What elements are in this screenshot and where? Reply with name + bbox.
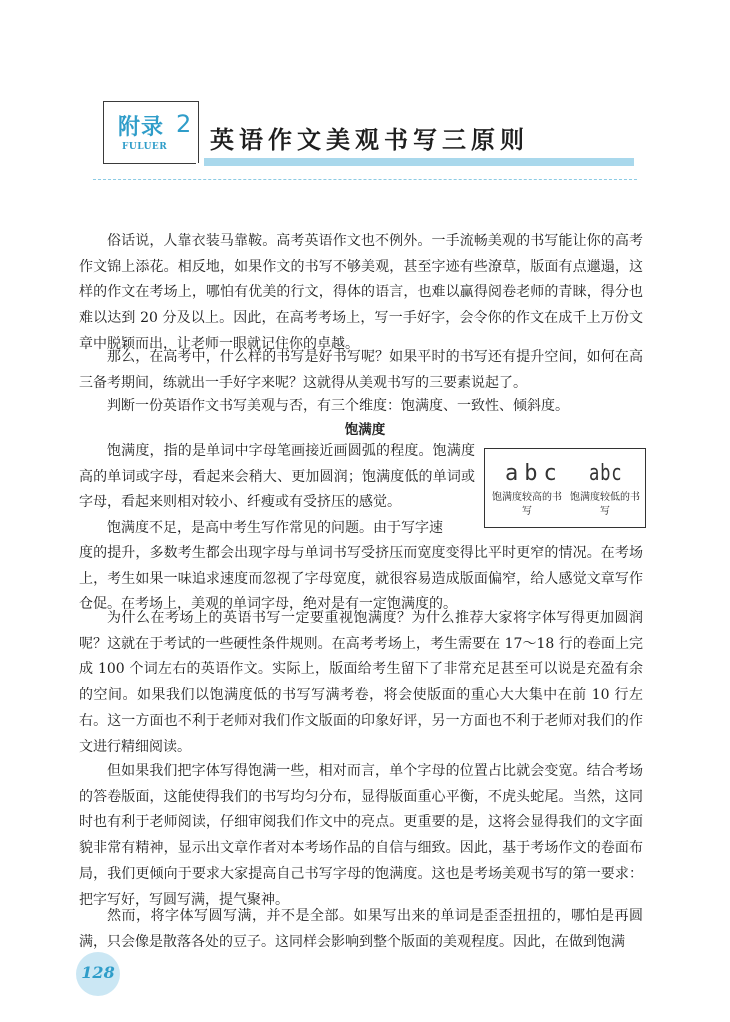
caption-high-fullness: 饱满度较高的书写	[492, 492, 562, 517]
appendix-label: 附录	[118, 115, 165, 140]
paragraph-problem-first-line: 饱满度不足，是高中考生写作常见的问题。由于写字速	[107, 520, 443, 536]
title-underline-bar	[204, 158, 634, 166]
fullness-figure	[484, 448, 646, 528]
paragraph-intro: 俗话说，人靠衣装马靠鞍。高考英语作文也不例外。一手流畅美观的书写能让你的高考作文锦上添花。相反地，如果作文的书写不够美观，甚至字迹有些潦草，版面有点邋遢，这样的作文在考场上，哪怕有优美的行文，得体的语言，也难以赢得阅卷老师的青睐，得分也难以达到 20 分及以上。因此，在高考考场上，写一手好字，会令你的作文在成千上万份文章中脱颖而出，让老师一眼就记住你的卓越。	[79, 233, 643, 352]
header-divider	[198, 101, 199, 163]
paragraph-problem-rest: 度的提升，多数考生都会出现字母与单词书写受挤压而宽度变得比平时更窄的情况。在考场上，考生如果一味追求速度而忽视了字母宽度，就很容易造成版面偏窄，给人感觉文章写作仓促。在考场上，美观的单词字母，绝对是有一定饱满度的。	[79, 545, 643, 613]
appendix-number: 2	[176, 110, 192, 138]
appendix-pinyin: FULUER	[122, 142, 168, 152]
caption-low-fullness: 饱满度较低的书写	[570, 492, 640, 517]
sample-high-fullness: abc	[505, 461, 563, 486]
section-heading: 饱满度	[344, 422, 386, 438]
paragraph-fullness-benefit: 但如果我们把字体写得饱满一些，相对而言，单个字母的位置占比就会变宽。结合考场的答卷版面，这能使得我们的书写均匀分布，显得版面重心平衡，不虎头蛇尾。当然，这同时也有利于老师阅读，仔细审阅我们作文中的亮点。更重要的是，这将会显得我们的文字面貌非常有精神，显示出文章作者对本考场作品的自信与细致。因此，基于考场作文的卷面布局，我们更倾向于要求大家提高自己书写字母的饱满度。这也是考场美观书写的第一要求：把字写好，写圆写满，提气聚神。	[79, 763, 643, 908]
page-number-badge	[76, 952, 120, 996]
chapter-title: 英语作文美观书写三原则	[210, 125, 529, 154]
page-number: 128	[81, 963, 115, 982]
sample-low-fullness: abc	[589, 461, 623, 486]
paragraph-dimensions: 判断一份英语作文书写美观与否，有三个维度：饱满度、一致性、倾斜度。	[107, 398, 569, 414]
paragraph-why: 为什么在考场上的英语书写一定要重视饱满度？为什么推荐大家将字体写得更加圆润呢？这就在于考试的一些硬性条件规则。在高考考场上，考生需要在 17～18 行的卷面上完成 100 个词左右的英语作文。实际上，版面给考生留下了非常充足甚至可以说是充盈有余的空间。如果我们以饱满度低的书写写满考卷，将会使版面的重心大大集中在前 10 行左右。这一方面也不利于老师对我们作文版面的印象好评，另一方面也不利于老师对我们的作文进行精细阅读。	[79, 610, 643, 755]
paragraph-definition: 饱满度，指的是单词中字母笔画接近画圆弧的程度。饱满度高的单词或字母，看起来会稍大、更加圆润；饱满度低的单词或字母，看起来则相对较小、纤瘦或有受挤压的感觉。	[79, 443, 475, 511]
paragraph-question: 那么，在高考中，什么样的书写是好书写呢？如果平时的书写还有提升空间，如何在高三备考期间，练就出一手好字来呢？这就得从美观书写的三要素说起了。	[79, 349, 643, 391]
paragraph-however: 然而，将字体写圆写满，并不是全部。如果写出来的单词是歪歪扭扭的，哪怕是再圆满，只会像是散落各处的豆子。这同样会影响到整个版面的美观程度。因此，在做到饱满	[79, 908, 643, 950]
dashed-divider	[93, 179, 637, 180]
